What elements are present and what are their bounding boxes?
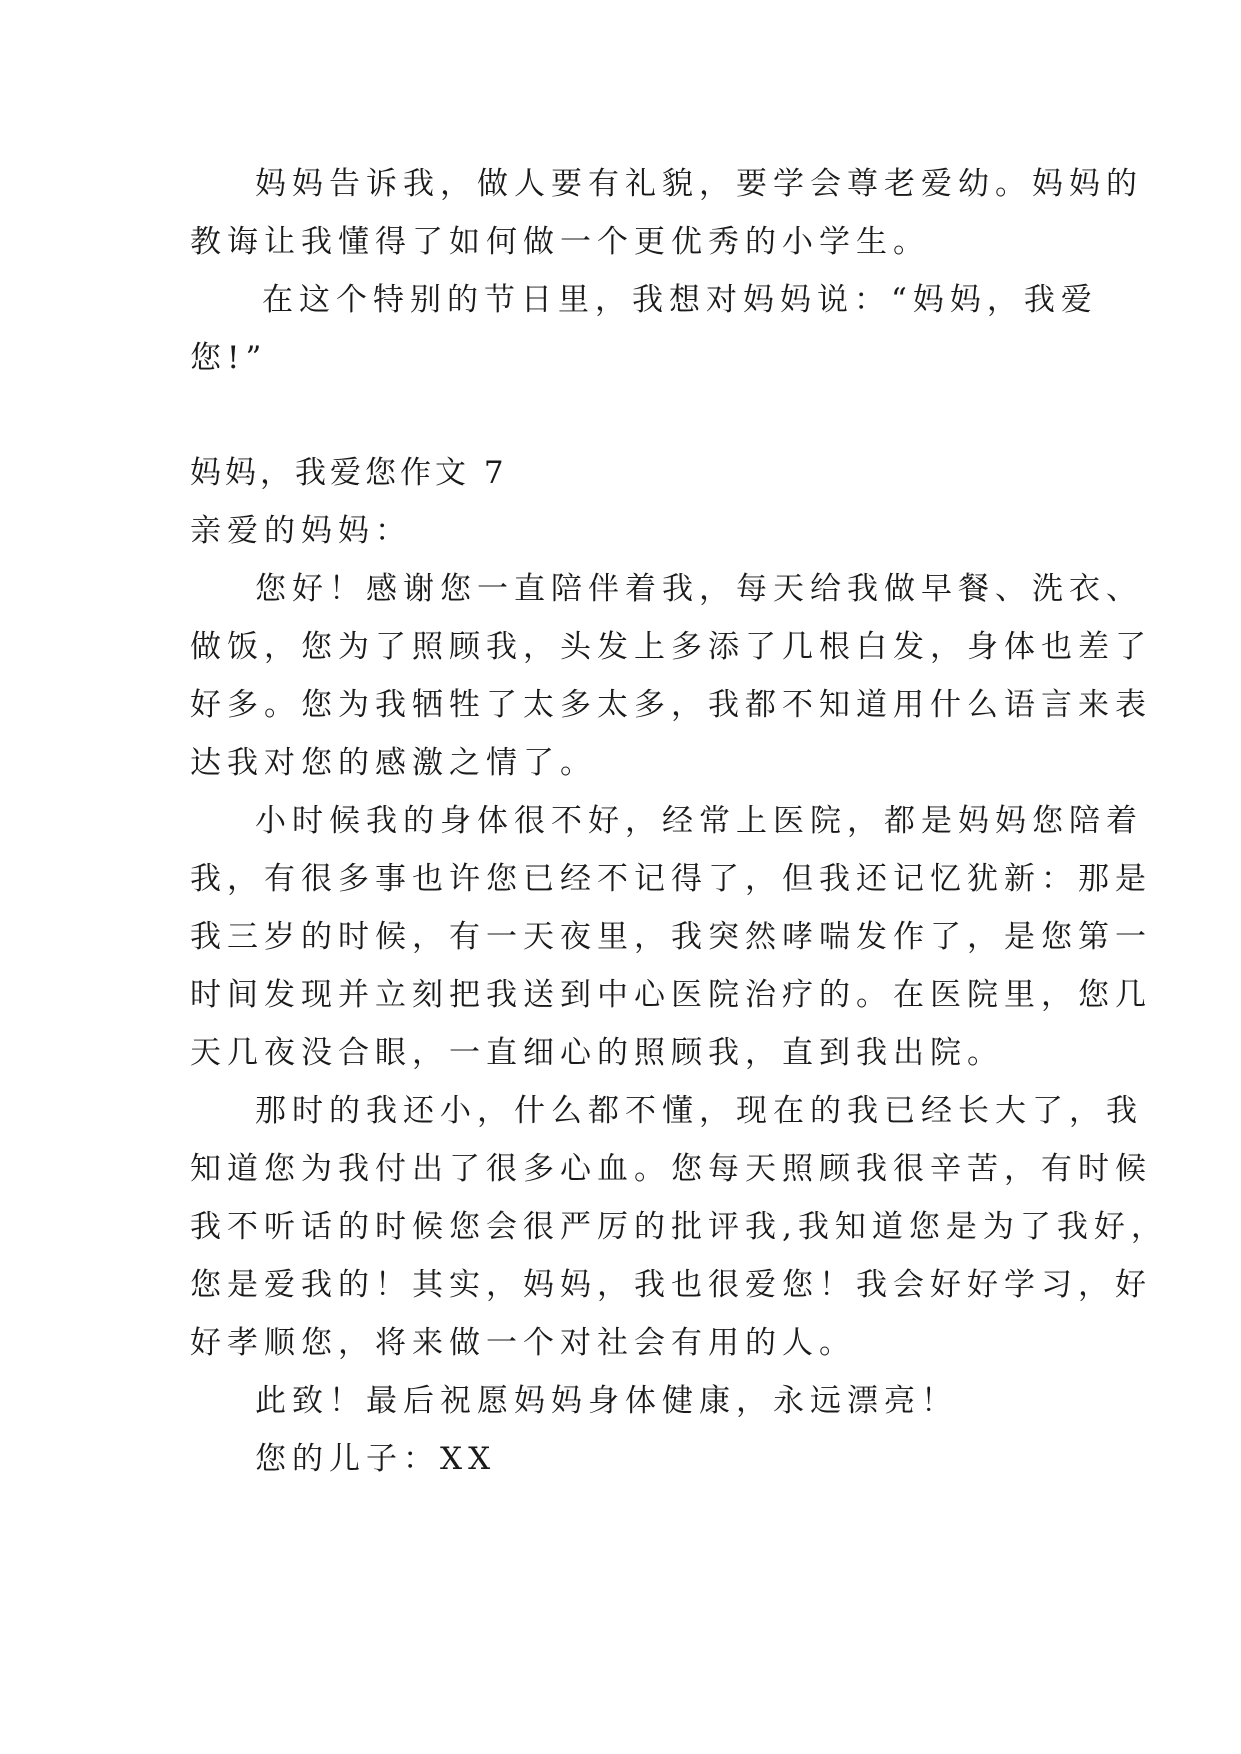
closing-line: 此致！最后祝愿妈妈身体健康，永远漂亮！ <box>255 1383 958 1419</box>
text-line: 天几夜没合眼，一直细心的照顾我，直到我出院。 <box>190 1035 1004 1071</box>
text-line: 教诲让我懂得了如何做一个更优秀的小学生。 <box>190 224 930 260</box>
text-line: 我不听话的时候您会很严厉的批评我,我知道您是为了我好， <box>190 1209 1168 1245</box>
section-title: 妈妈，我爱您作文 7 <box>190 455 508 491</box>
text-line: 在这个特别的节日里，我想对妈妈说：“妈妈，我爱 <box>262 282 1098 318</box>
text-line: 好孝顺您，将来做一个对社会有用的人。 <box>190 1325 856 1361</box>
text-line: 我三岁的时候，有一天夜里，我突然哮喘发作了，是您第一 <box>190 919 1152 955</box>
text-line: 您好！感谢您一直陪伴着我，每天给我做早餐、洗衣、 <box>255 571 1143 607</box>
text-line: 知道您为我付出了很多心血。您每天照顾我很辛苦，有时候 <box>190 1151 1152 1187</box>
text-line: 妈妈告诉我，做人要有礼貌，要学会尊老爱幼。妈妈的 <box>255 166 1143 202</box>
text-line: 您是爱我的！其实，妈妈，我也很爱您！我会好好学习，好 <box>190 1267 1152 1303</box>
text-line: 做饭，您为了照顾我，头发上多添了几根白发，身体也差了 <box>190 629 1152 665</box>
text-line: 我，有很多事也许您已经不记得了，但我还记忆犹新：那是 <box>190 861 1152 897</box>
text-line: 达我对您的感激之情了。 <box>190 745 597 781</box>
text-line: 那时的我还小，什么都不懂，现在的我已经长大了，我 <box>255 1093 1143 1129</box>
text-line: 您!” <box>190 340 268 376</box>
text-line: 好多。您为我牺牲了太多太多，我都不知道用什么语言来表 <box>190 687 1152 723</box>
text-line: 时间发现并立刻把我送到中心医院治疗的。在医院里，您几 <box>190 977 1152 1013</box>
text-line: 小时候我的身体很不好，经常上医院，都是妈妈您陪着 <box>255 803 1143 839</box>
salutation: 亲爱的妈妈： <box>190 513 412 549</box>
signature-line: 您的儿子：XX <box>255 1441 497 1477</box>
